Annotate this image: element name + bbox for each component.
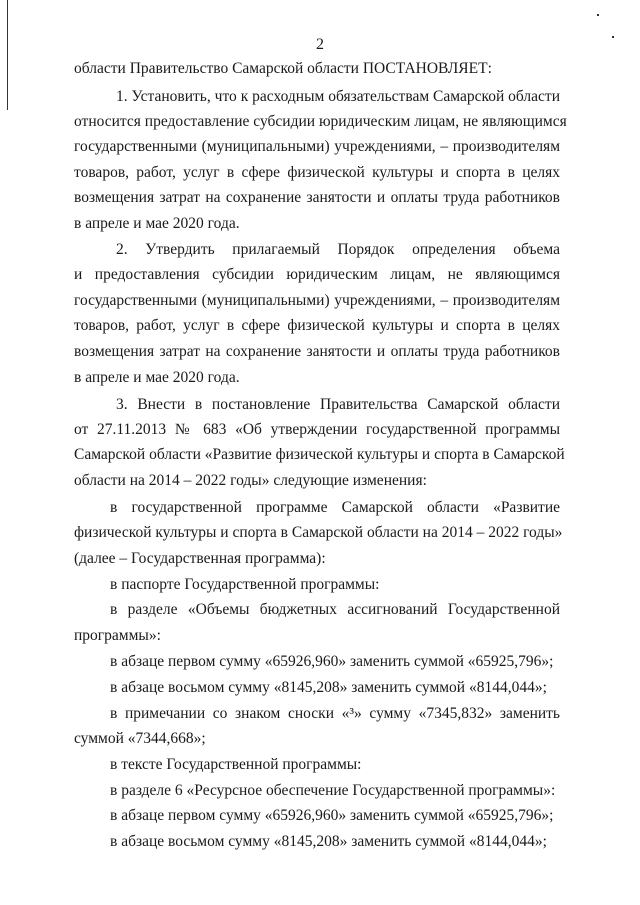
paragraph-4-line: в государственной программе Самарской области «Развитие	[110, 499, 560, 516]
paragraph-3-line: 3. Внести в постановление Правительства Самарской области	[116, 396, 560, 413]
paragraph-8-line: в абзаце восьмом сумму «8145,208» заменить суммой «8144,044»;	[110, 679, 547, 696]
paragraph-2-line: 2. Утвердить прилагаемый Порядок определения объема	[116, 241, 560, 258]
paragraph-6-line: программы»:	[74, 627, 161, 644]
paragraph-2-line: государственными (муниципальными) учреждениями, – производителям	[74, 292, 560, 309]
paragraph-2-line: возмещения затрат на сохранение занятости и оплаты труда работников	[74, 343, 560, 360]
paragraph-2-line: и предоставления субсидии юридическим лицам, не являющимся	[74, 266, 560, 283]
paragraph-2-line: товаров, работ, услуг в сфере физической культуры и спорта в целях	[74, 317, 560, 334]
paragraph-12-line: в абзаце первом сумму «65926,960» заменить суммой «65925,796»;	[110, 807, 554, 824]
page-number: 2	[316, 36, 324, 53]
paragraph-1-line: 1. Установить, что к расходным обязательствам Самарской области	[116, 88, 560, 105]
text-line: области Правительство Самарской области ПОСТАНОВЛЯЕТ:	[74, 60, 492, 77]
paragraph-2-line: в апреле и мае 2020 года.	[74, 369, 240, 386]
paragraph-3-line: Самарской области «Развитие физической культуры и спорта в Самарской	[74, 446, 565, 463]
paragraph-1-line: возмещения затрат на сохранение занятости и оплаты труда работников	[74, 189, 560, 206]
paragraph-9-line: в примечании со знаком сноски «³» сумму «7345,832» заменить	[110, 705, 560, 722]
paragraph-1-line: товаров, работ, услуг в сфере физической культуры и спорта в целях	[74, 164, 560, 181]
paragraph-5-line: в паспорте Государственной программы:	[110, 576, 380, 593]
paragraph-3-line: от 27.11.2013 № 683 «Об утверждении государственной программы	[74, 421, 560, 438]
paragraph-13-line: в абзаце восьмом сумму «8145,208» заменить суммой «8144,044»;	[110, 833, 547, 850]
paragraph-7-line: в абзаце первом сумму «65926,960» заменить суммой «65925,796»;	[110, 653, 554, 670]
scan-mark	[7, 0, 8, 110]
scan-dot	[597, 14, 599, 16]
paragraph-4-line: физической культуры и спорта в Самарской области на 2014 – 2022 годы»	[74, 524, 563, 541]
paragraph-11-line: в разделе 6 «Ресурсное обеспечение Государственной программы»:	[110, 782, 556, 799]
paragraph-9-line: суммой «7344,668»;	[74, 730, 206, 747]
paragraph-6-line: в разделе «Объемы бюджетных ассигнований Государственной	[110, 601, 560, 618]
paragraph-3-line: области на 2014 – 2022 годы» следующие изменения:	[74, 472, 427, 489]
paragraph-1-line: государственными (муниципальными) учреждениями, – производителям	[74, 138, 560, 155]
paragraph-1-line: относится предоставление субсидии юридическим лицам, не являющимся	[74, 113, 567, 130]
paragraph-1-line: в апреле и мае 2020 года.	[74, 215, 240, 232]
paragraph-10-line: в тексте Государственной программы:	[110, 756, 362, 773]
paragraph-4-line: (далее – Государственная программа):	[74, 550, 326, 567]
